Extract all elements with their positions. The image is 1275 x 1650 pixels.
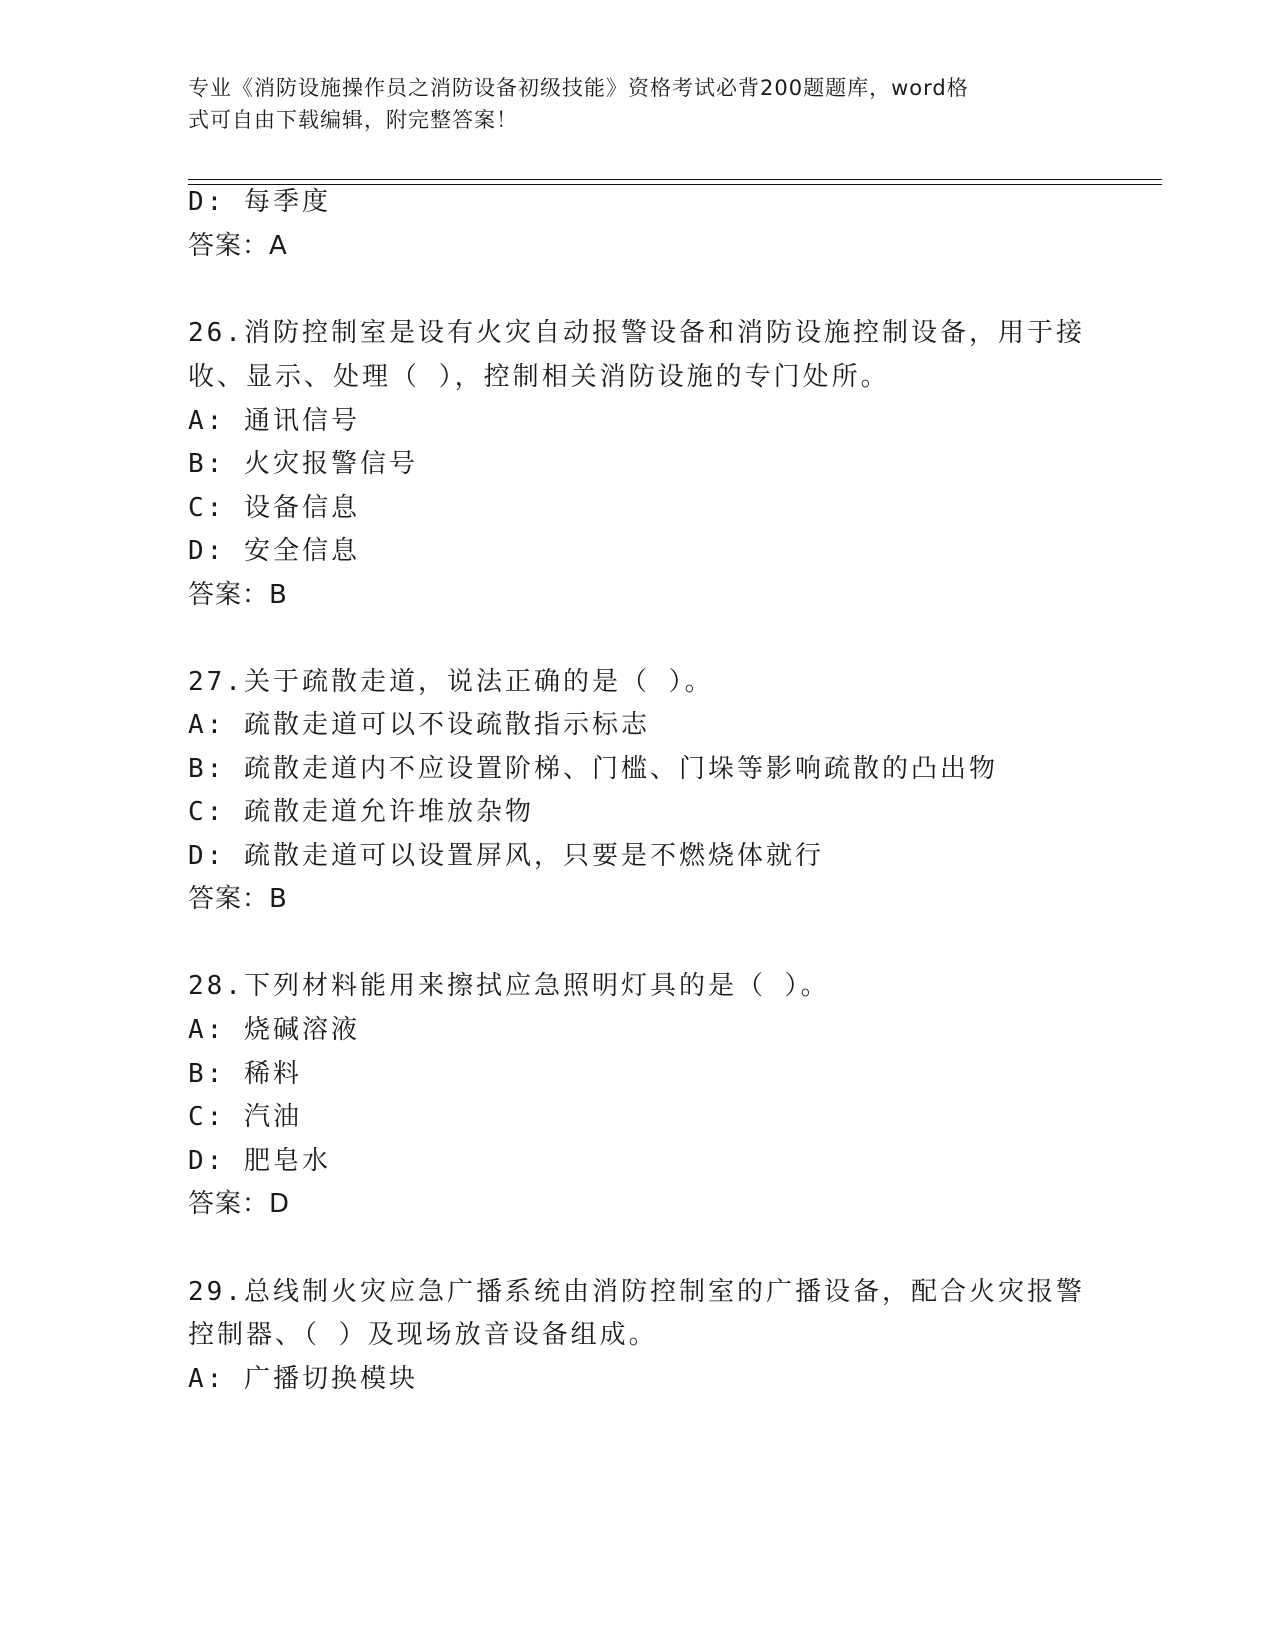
header-line-1: 专业《消防设施操作员之消防设备初级技能》资格考试必背200题题库，word格 [188, 76, 969, 100]
q27-option-d: D: 疏散走道可以设置屏风，只要是不燃烧体就行 [188, 841, 824, 871]
header-line-2: 式可自由下载编辑，附完整答案！ [188, 108, 518, 132]
q25-option-d: D: 每季度 [188, 187, 331, 217]
q29-stem-line-1: 29.总线制火灾应急广播系统由消防控制室的广播设备，配合火灾报警 [188, 1277, 1085, 1307]
q26-option-d: D: 安全信息 [188, 536, 360, 566]
q28-option-c: C: 汽油 [188, 1102, 302, 1132]
document-header [188, 72, 1088, 136]
q25-answer: 答案：A [188, 231, 288, 261]
q29-stem-line-2: 控制器、（ ）及现场放音设备组成。 [188, 1320, 658, 1350]
q26-option-b: B: 火灾报警信号 [188, 449, 418, 479]
q28-option-a: A: 烧碱溶液 [188, 1015, 360, 1045]
q26-answer: 答案：B [188, 580, 288, 610]
q27-option-a: A: 疏散走道可以不设疏散指示标志 [188, 710, 650, 740]
q27-stem-line-1: 27.关于疏散走道，说法正确的是（ ）。 [188, 667, 714, 697]
header-divider-bottom [188, 184, 1162, 185]
q26-option-a: A: 通讯信号 [188, 406, 360, 436]
q26-stem-line-1: 26.消防控制室是设有火灾自动报警设备和消防设施控制设备，用于接 [188, 318, 1085, 348]
q26-stem-line-2: 收、显示、处理（ ），控制相关消防设施的专门处所。 [188, 362, 890, 392]
q29-option-a: A: 广播切换模块 [188, 1364, 418, 1394]
q28-stem-line-1: 28.下列材料能用来擦拭应急照明灯具的是（ ）。 [188, 971, 830, 1001]
q28-answer: 答案：D [188, 1189, 291, 1219]
q28-option-b: B: 稀料 [188, 1059, 302, 1089]
q27-answer: 答案：B [188, 884, 288, 914]
header-divider-top [188, 179, 1162, 180]
q28-option-d: D: 肥皂水 [188, 1146, 331, 1176]
q26-option-c: C: 设备信息 [188, 493, 360, 523]
q27-option-b: B: 疏散走道内不应设置阶梯、门槛、门垛等影响疏散的凸出物 [188, 754, 998, 784]
q27-option-c: C: 疏散走道允许堆放杂物 [188, 797, 534, 827]
